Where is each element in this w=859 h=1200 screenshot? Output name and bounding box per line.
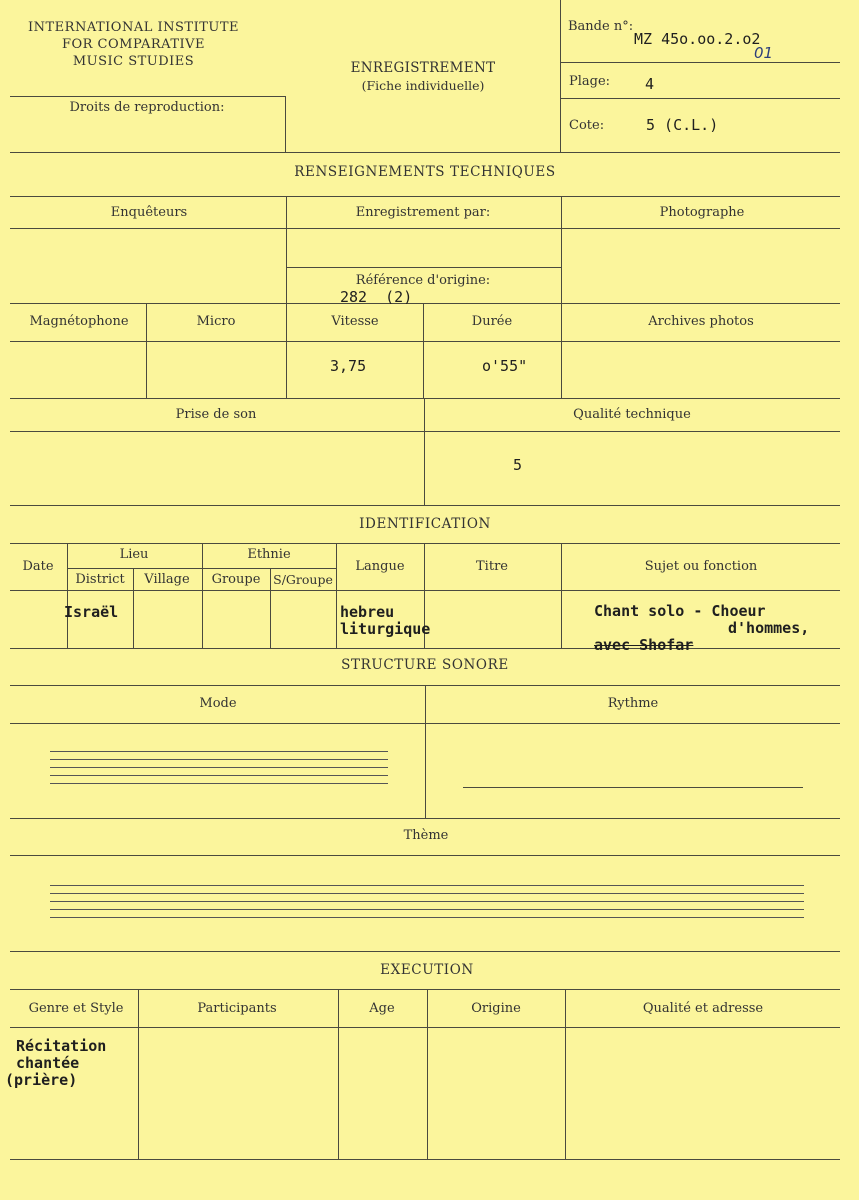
ethnie-label: Ethnie [247, 547, 291, 562]
section-title-identification: IDENTIFICATION [359, 516, 491, 532]
divider [560, 98, 840, 99]
divider [10, 818, 840, 819]
qualite-technique-label: Qualité technique [573, 407, 691, 422]
bande-label: Bande n°: [568, 19, 634, 34]
divider [565, 989, 566, 1159]
prise-label: Prise de son [175, 407, 257, 422]
theme-label: Thème [403, 828, 449, 843]
divider [10, 228, 840, 229]
divider [286, 196, 287, 398]
qualite-adresse-label: Qualité et adresse [642, 1001, 764, 1016]
rythme-label: Rythme [607, 696, 659, 711]
institute-line: FOR COMPARATIVE [61, 37, 206, 52]
district-value: Israël [64, 603, 119, 621]
divider [10, 152, 840, 153]
mode-staff [50, 751, 388, 791]
divider [10, 1027, 840, 1028]
genre-value-line1: Récitation [16, 1037, 107, 1055]
reference-label: Référence d'origine: [355, 273, 491, 288]
divider [10, 989, 840, 990]
institute-line: INTERNATIONAL INSTITUTE [27, 20, 239, 35]
plage-label: Plage: [569, 74, 611, 89]
divider [561, 543, 562, 648]
age-label: Age [369, 1001, 395, 1016]
village-label: Village [144, 572, 190, 587]
divider [10, 398, 840, 399]
rythme-line [463, 787, 803, 788]
section-title-execution: EXECUTION [380, 962, 474, 978]
card-subtitle: (Fiche individuelle) [361, 78, 485, 93]
divider [423, 303, 424, 398]
divider [285, 96, 286, 152]
genre-value-line3: (prière) [5, 1071, 78, 1089]
cote-value: 5 (C.L.) [646, 116, 719, 134]
divider [10, 855, 840, 856]
archives-label: Archives photos [648, 314, 754, 329]
divider [10, 196, 840, 197]
divider [338, 989, 339, 1159]
divider [202, 543, 203, 648]
theme-staff [50, 885, 804, 925]
divider [10, 543, 840, 544]
divider [10, 590, 840, 591]
section-title-technical: RENSEIGNEMENTS TECHNIQUES [294, 164, 556, 180]
langue-label: Langue [355, 559, 405, 574]
micro-label: Micro [196, 314, 236, 329]
plage-value: 4 [645, 75, 655, 93]
lieu-label: Lieu [119, 547, 149, 562]
divider [10, 303, 840, 304]
divider [10, 505, 840, 506]
divider [138, 989, 139, 1159]
vitesse-value: 3,75 [330, 357, 367, 375]
institute-name [6, 19, 261, 70]
divider [67, 543, 68, 648]
photographe-label: Photographe [659, 205, 745, 220]
sujet-label: Sujet ou fonction [644, 559, 758, 574]
enqueteurs-label: Enquêteurs [110, 205, 188, 220]
reference-value: 282 (2) [340, 288, 413, 306]
rights-label: Droits de reproduction: [69, 100, 225, 115]
divider [424, 398, 425, 505]
divider [146, 303, 147, 398]
divider [10, 951, 840, 952]
district-label: District [75, 572, 125, 587]
magnetophone-label: Magnétophone [29, 314, 129, 329]
date-label: Date [22, 559, 54, 574]
qualite-technique-value: 5 [513, 456, 523, 474]
divider [10, 96, 285, 97]
divider [561, 196, 562, 398]
mode-label: Mode [199, 696, 237, 711]
vitesse-label: Vitesse [331, 314, 379, 329]
divider [286, 267, 561, 268]
institute-line: MUSIC STUDIES [72, 54, 195, 69]
card-title: ENREGISTREMENT [350, 60, 496, 76]
divider [10, 648, 840, 649]
divider [10, 1159, 840, 1160]
sujet-value-line3: avec Shofar [594, 636, 694, 654]
divider [10, 431, 840, 432]
bande-handwritten: 01 [754, 44, 774, 62]
enregistrement-label: Enregistrement par: [355, 205, 491, 220]
duree-value: o'55" [482, 357, 528, 375]
sujet-value-line1: Chant solo - Choeur [594, 602, 766, 620]
genre-value-line2: chantée [16, 1054, 80, 1072]
participants-label: Participants [197, 1001, 277, 1016]
langue-value-line2: liturgique [340, 620, 431, 638]
bande-value: MZ 45o.oo.2.o2 [634, 30, 761, 48]
divider [425, 685, 426, 818]
divider [336, 543, 337, 648]
sujet-value-line2: d'hommes, [728, 619, 810, 637]
origine-label: Origine [471, 1001, 521, 1016]
divider [427, 989, 428, 1159]
divider [560, 0, 561, 152]
section-title-structure: STRUCTURE SONORE [341, 657, 509, 673]
cote-label: Cote: [569, 118, 605, 133]
groupe-label: Groupe [211, 572, 261, 587]
genre-label: Genre et Style [28, 1001, 124, 1016]
sgroupe-label: S/Groupe [273, 572, 333, 587]
divider [270, 568, 271, 648]
divider [133, 568, 134, 648]
duree-label: Durée [471, 314, 513, 329]
divider [560, 62, 840, 63]
divider [10, 341, 840, 342]
langue-value-line1: hebreu [340, 603, 395, 621]
titre-label: Titre [476, 559, 508, 574]
